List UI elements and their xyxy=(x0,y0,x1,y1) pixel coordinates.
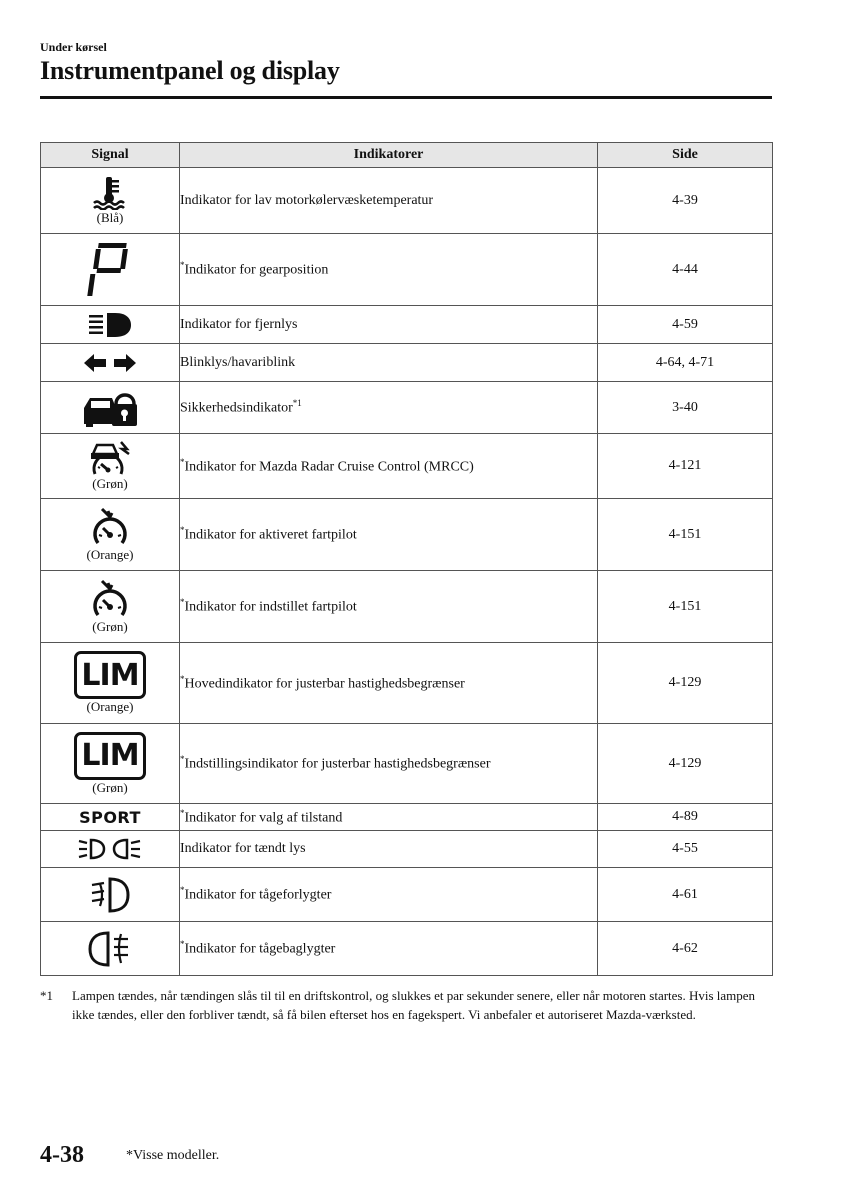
header-signal: Signal xyxy=(41,143,180,168)
header-page: Side xyxy=(598,143,773,168)
sport-mode-icon: SPORT xyxy=(79,807,141,827)
signal-cell xyxy=(41,831,180,868)
model-star: * xyxy=(180,939,185,950)
page-ref: 4-121 xyxy=(598,434,773,499)
signal-cell xyxy=(41,571,180,643)
high-beam-icon xyxy=(87,312,133,338)
model-star: * xyxy=(180,754,185,765)
page-ref: 4-39 xyxy=(598,168,773,234)
page-ref: 4-64, 4-71 xyxy=(598,344,773,382)
rear-fog-light-icon xyxy=(88,930,132,968)
page-ref: 4-59 xyxy=(598,306,773,344)
footnote-ref: *1 xyxy=(292,398,302,409)
indicator-text: Sikkerhedsindikator xyxy=(180,400,293,416)
page-ref: 4-151 xyxy=(598,499,773,571)
signal-cell xyxy=(41,643,180,724)
table-row xyxy=(41,724,773,804)
indicator-text: Indikator for aktiveret fartpilot xyxy=(184,527,357,543)
table-row xyxy=(41,804,773,831)
cruise-control-icon xyxy=(90,507,130,547)
coolant-temperature-icon xyxy=(91,176,129,210)
page-ref: 4-44 xyxy=(598,234,773,306)
title-rule xyxy=(40,96,772,99)
table-row xyxy=(41,499,773,571)
page-ref: 4-55 xyxy=(598,831,773,868)
indicator-description xyxy=(180,306,598,344)
indicator-text: Indikator for lav motorkølervæsketemperatur xyxy=(180,192,434,208)
indicator-description xyxy=(180,344,598,382)
table-row xyxy=(41,571,773,643)
table-row xyxy=(41,168,773,234)
model-star: * xyxy=(180,456,185,467)
table-row xyxy=(41,382,773,434)
signal-cell xyxy=(41,168,180,234)
indicator-text: Indikator for indstillet fartpilot xyxy=(184,599,357,615)
indicator-text: Hovedindikator for justerbar hastighedsbegrænser xyxy=(184,676,465,692)
page-ref: 4-129 xyxy=(598,643,773,724)
model-star: * xyxy=(180,673,185,684)
indicator-description xyxy=(180,831,598,868)
indicator-text: Indikator for valg af tilstand xyxy=(184,810,343,826)
table-row xyxy=(41,831,773,868)
signal-color-label: (Blå) xyxy=(96,209,124,225)
indicator-description xyxy=(180,922,598,976)
signal-cell xyxy=(41,724,180,804)
table-row xyxy=(41,643,773,724)
signal-cell xyxy=(41,804,180,831)
indicator-description xyxy=(180,234,598,306)
indicator-text: Indikator for gearposition xyxy=(184,262,329,278)
footnote-text: Lampen tændes, når tændingen slås til til en driftskontrol, og slukkes et par sekunder senere, eller når motoren startes. Hvis lampen ikke tændes, eller den forbliver tændt, så få bilen efterset hos en fagekspert. Vi anbefaler et autoriseret Mazda-værksted. xyxy=(72,988,756,1022)
signal-color-label: (Grøn) xyxy=(92,476,128,491)
signal-cell xyxy=(41,868,180,922)
security-car-lock-icon xyxy=(82,388,138,428)
page-ref: 4-62 xyxy=(598,922,773,976)
table-row xyxy=(41,434,773,499)
header-indicators: Indikatorer xyxy=(180,143,598,168)
signal-cell xyxy=(41,499,180,571)
page-ref: 4-61 xyxy=(598,868,773,922)
indicator-text: Indikator for tågeforlygter xyxy=(184,887,332,903)
signal-cell xyxy=(41,306,180,344)
page-ref: 4-89 xyxy=(598,804,773,831)
page-ref: 3-40 xyxy=(598,382,773,434)
model-star: * xyxy=(180,885,185,896)
indicator-text: Indikator for Mazda Radar Cruise Control (MRCC) xyxy=(184,459,474,475)
table-row xyxy=(41,306,773,344)
indicator-description xyxy=(180,434,598,499)
indicator-description xyxy=(180,571,598,643)
signal-cell xyxy=(41,234,180,306)
indicator-description xyxy=(180,499,598,571)
signal-color-label: (Grøn) xyxy=(92,779,128,795)
indicator-table xyxy=(40,142,773,976)
footnote-mark: *1 xyxy=(40,988,53,1003)
page-number: 4-38 xyxy=(40,1142,84,1168)
cruise-control-icon xyxy=(90,579,130,619)
model-star: * xyxy=(180,597,185,608)
radar-cruise-icon xyxy=(87,440,133,476)
signal-cell xyxy=(41,434,180,499)
table-row xyxy=(41,868,773,922)
page-title: Instrumentpanel og display xyxy=(40,56,340,85)
turn-signal-arrows-icon xyxy=(82,352,138,374)
lim-icon: LIM xyxy=(74,651,146,699)
table-row xyxy=(41,234,773,306)
signal-cell xyxy=(41,922,180,976)
indicator-description xyxy=(180,804,598,831)
table-row xyxy=(41,922,773,976)
section-heading: Under kørsel xyxy=(40,40,107,54)
signal-color-label: (Grøn) xyxy=(92,618,128,634)
indicator-description xyxy=(180,168,598,234)
signal-color-label: (Orange) xyxy=(86,699,134,714)
indicator-description xyxy=(180,382,598,434)
models-note: *Visse modeller. xyxy=(126,1148,220,1163)
table-row xyxy=(41,344,773,382)
table-header-row xyxy=(41,143,773,168)
page-ref: 4-151 xyxy=(598,571,773,643)
indicator-text: Blinklys/havariblink xyxy=(180,354,296,370)
indicator-description xyxy=(180,724,598,804)
indicator-description xyxy=(180,643,598,724)
footnote xyxy=(40,986,780,1024)
indicator-text: Indstillingsindikator for justerbar hastighedsbegrænser xyxy=(184,756,491,772)
lights-on-icon xyxy=(77,837,143,861)
page-ref: 4-129 xyxy=(598,724,773,804)
indicator-text: Indikator for tændt lys xyxy=(180,841,306,856)
model-star: * xyxy=(180,525,185,536)
indicator-text: Indikator for fjernlys xyxy=(180,316,298,332)
indicator-text: Indikator for tågebaglygter xyxy=(184,941,336,957)
gear-position-p-icon xyxy=(87,241,133,299)
lim-icon: LIM xyxy=(74,732,146,780)
model-star: * xyxy=(180,807,185,818)
model-star: * xyxy=(180,260,185,271)
front-fog-light-icon xyxy=(90,876,130,914)
signal-color-label: (Orange) xyxy=(86,546,134,562)
signal-cell xyxy=(41,344,180,382)
signal-cell xyxy=(41,382,180,434)
indicator-description xyxy=(180,868,598,922)
